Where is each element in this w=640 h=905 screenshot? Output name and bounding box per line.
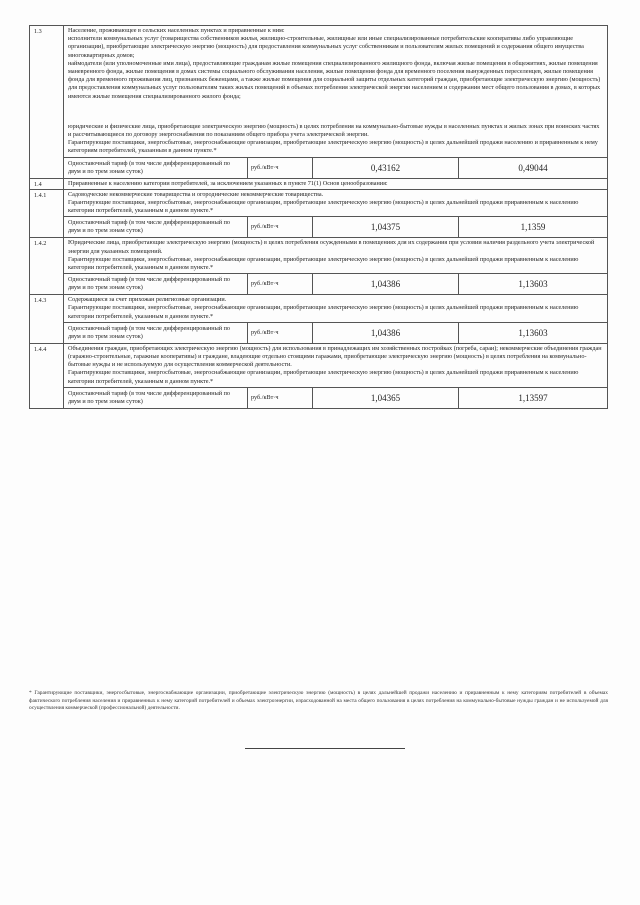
signature-line [245, 748, 405, 749]
tariff-subtable [64, 157, 607, 178]
row-content [64, 26, 608, 179]
tariff-value-1: 1,04386 [313, 322, 459, 343]
table-row [30, 295, 608, 344]
tariff-unit: руб./кВт·ч [248, 274, 313, 295]
tariff-value-2: 1,13603 [459, 322, 608, 343]
tariff-name: Одноставочный тариф (в том числе дифференцированный по двум и по трем зонам суток) [64, 217, 248, 238]
row-number: 1.4.3 [30, 295, 64, 344]
tariff-name: Одноставочный тариф (в том числе дифференцированный по двум и по трем зонам суток) [64, 387, 248, 408]
row-heading: Население, проживающее в сельских населенных пунктах и приравненные к ним: [68, 27, 285, 34]
row-heading: Садоводческие некоммерческие товарищества и огороднические некоммерческие товарищества. [68, 190, 324, 198]
tariff-value-2: 1,13597 [459, 387, 608, 408]
row-content [64, 238, 608, 295]
tariff-subtable [64, 273, 607, 294]
tariff-value-1: 0,43162 [313, 157, 459, 178]
tariff-value-2: 1,1359 [459, 217, 608, 238]
row-content [64, 295, 608, 344]
tariff-value-2: 1,13603 [459, 274, 608, 295]
row-paragraph: Гарантирующие поставщики, энергосбытовые, энергоснабжающие организации, приобретающие электрическую энергию (мощность) в целях дальнейшей продажи приравненным к населению категории потребителей, указанным в данном пункте.* [68, 369, 579, 385]
row-paragraph: исполнители коммунальных услуг (товарищества собственников жилья, жилищно-строительные, жилищные или иные специализированные потребительские кооперативы либо управляющие организации), приобретающие электрическую энергию (мощность) для предоставления коммунальных услуг собственникам и пользователям жилых помещений и содержания общего имущества многоквартирных домов; [68, 35, 584, 59]
row-heading: Объединения граждан, приобретающих электрическую энергию (мощность) для использования в принадлежащих им хозяйственных постройках (погреба, сараи); некоммерческие объединения граждан (гаражно-строительные, гаражные кооперативы) и граждане, владеющие отдельно стоящими гаражами, приобретающие электрическую энергию (мощность) в целях потребления на коммунально-бытовые нужды и не используемую для осуществления коммерческой деятельности. [68, 344, 602, 369]
tariff-unit: руб./кВт·ч [248, 217, 313, 238]
table-row [30, 189, 608, 238]
tariff-subtable [64, 387, 607, 408]
row-number: 1.4.1 [30, 189, 64, 238]
footnote: * Гарантирующие поставщики, энергосбытовые, энергоснабжающие организации, приобретающие электрическую энергию (мощность) в целях дальнейшей продажи населению и приравненным к нему категориям потребителей в объемах фактического потребления населения и приравненных к нему категорий потребителей и объемах электроэнергии, израсходованной на места общего пользования в целях потребления на коммунально-бытовые нужды граждан и не используемой для осуществления коммерческой (профессиональной) деятельности. [29, 690, 608, 712]
row-heading: Юридические лица, приобретающие электрическую энергию (мощность) в целях потребления осужденными в помещениях для их содержания при условии наличия раздельного учета электрической энергии для указанных помещений. [68, 239, 595, 255]
tariff-name: Одноставочный тариф (в том числе дифференцированный по двум и по трем зонам суток) [64, 157, 248, 178]
row-paragraph: Гарантирующие поставщики, энергосбытовые, энергоснабжающие организации, приобретающие электрическую энергию (мощность) в целях дальнейшей продажи приравненным к населению категории потребителей, указанным в данном пункте.* [68, 304, 579, 320]
row-paragraph: наймодатели (или уполномоченные ими лица), предоставляющие гражданам жилые помещения специализированного жилищного фонда, включая жилые помещения в общежитиях, жилые помещения маневренного фонда, жилые помещения в домах системы социального обслуживания населения, жилые помещения фонда для временного поселения вынужденных переселенцев, жилые помещения фонда для временного проживания лиц, признанных беженцами, а также жилые помещения для социальной защиты отдельных категорий граждан, приобретающие электрическую энергию (мощность) для предоставления коммунальных услуг пользователям таких жилых помещений в объемах потребления электрической энергии населением и содержания мест общего пользования в домах, в которых имеются жилые помещения специализированного жилого фонда; [68, 59, 601, 100]
row-number: 1.3 [30, 26, 64, 179]
tariff-value-1: 1,04386 [313, 274, 459, 295]
row-heading: Приравненные к населению категории потребителей, за исключением указанных в пункте 71(1) Основ ценообразования: [68, 179, 388, 187]
row-content [64, 343, 608, 408]
row-number: 1.4.2 [30, 238, 64, 295]
tariff-value-1: 1,04375 [313, 217, 459, 238]
tariff-unit: руб./кВт·ч [248, 322, 313, 343]
tariff-subtable [64, 216, 607, 237]
tariff-table [29, 25, 608, 409]
tariff-name: Одноставочный тариф (в том числе дифференцированный по двум и по трем зонам суток) [64, 322, 248, 343]
tariff-value-2: 0,49044 [459, 157, 608, 178]
tariff-subtable [64, 322, 607, 343]
row-paragraph: Гарантирующие поставщики, энергосбытовые, энергоснабжающие организации, приобретающие электрическую энергию (мощность) в целях дальнейшей продажи населению и приравненным к нему категориям потребителей, указанным в данном пункте.* [68, 139, 598, 155]
tariff-unit: руб./кВт·ч [248, 387, 313, 408]
row-heading: Содержащиеся за счет прихожан религиозные организации. [68, 296, 227, 304]
table-row [30, 26, 608, 179]
row-number: 1.4 [30, 178, 64, 189]
table-row [30, 343, 608, 408]
table-row [30, 178, 608, 189]
row-paragraph: Гарантирующие поставщики, энергосбытовые, энергоснабжающие организации, приобретающие электрическую энергию (мощность) в целях дальнейшей продажи приравненным к населению категории потребителей, указанным в данном пункте.* [68, 199, 579, 215]
tariff-unit: руб./кВт·ч [248, 157, 313, 178]
row-content [64, 189, 608, 238]
row-number: 1.4.4 [30, 343, 64, 408]
row-paragraph: Гарантирующие поставщики, энергосбытовые, энергоснабжающие организации, приобретающие электрическую энергию (мощность) в целях дальнейшей продажи приравненным к населению категории потребителей, указанным в данном пункте.* [68, 255, 579, 272]
tariff-name: Одноставочный тариф (в том числе дифференцированный по двум и по трем зонам суток) [64, 274, 248, 295]
row-paragraph: юридические и физические лица, приобретающие электрическую энергию (мощность) в целях потребления на коммунально-бытовые нужды в населенных пунктах и жилых зонах при воинских частях и рассчитывающиеся по договору энергоснабжения по показаниям общего прибора учета электрической энергии. [68, 122, 600, 139]
tariff-value-1: 1,04365 [313, 387, 459, 408]
row-content [64, 178, 608, 189]
table-row [30, 238, 608, 295]
